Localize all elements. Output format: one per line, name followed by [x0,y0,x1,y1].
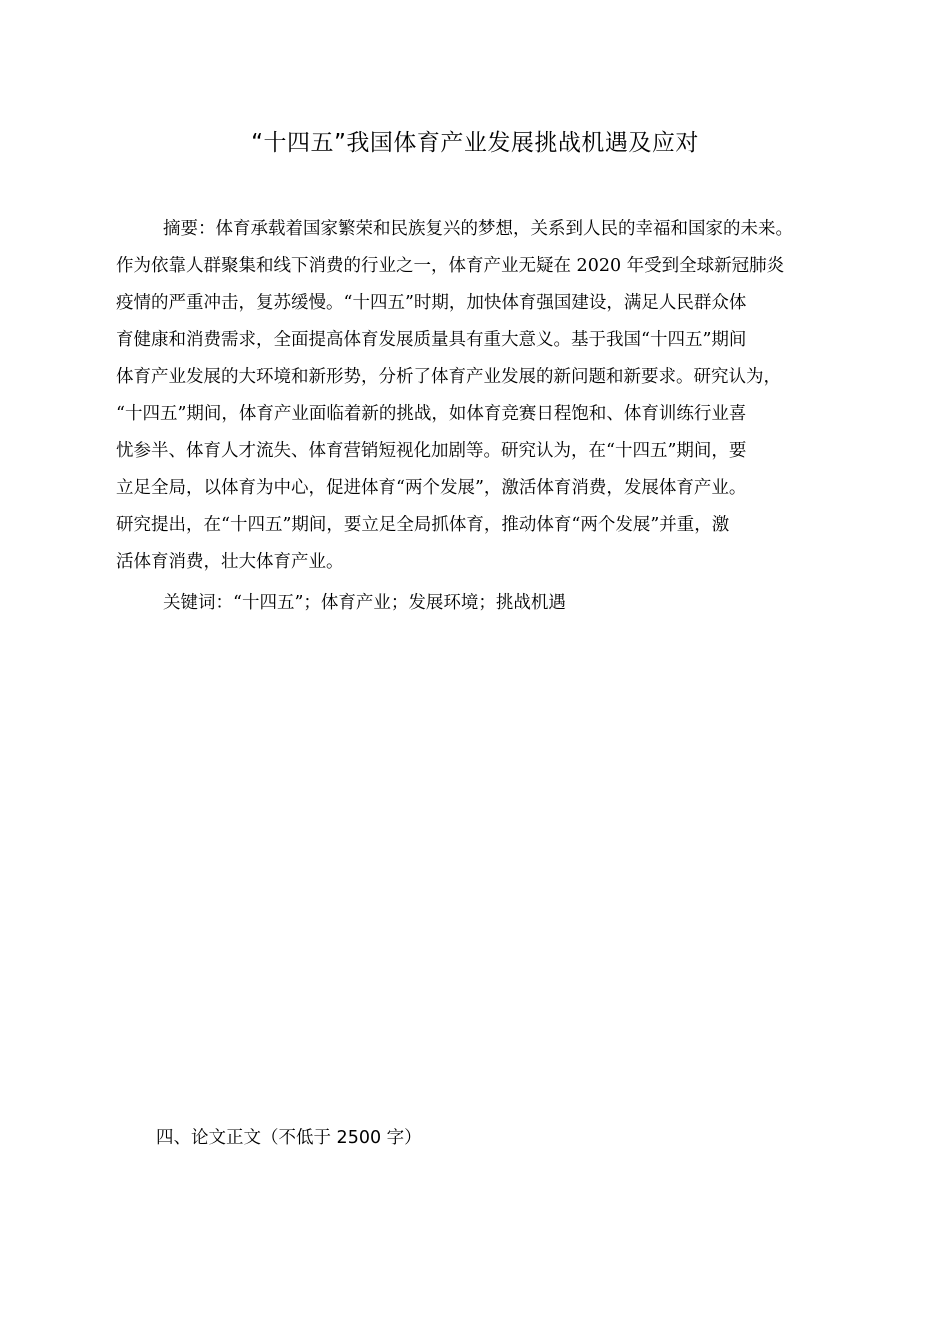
abstract-line: 活体育消费，壮大体育产业。 [116,552,344,572]
section-heading: 四、论文正文（不低于 2500 字） [156,1128,422,1148]
abstract-line: “十四五”期间，体育产业面临着新的挑战，如体育竞赛日程饱和、体育训练行业喜 [116,404,747,424]
abstract-line: 疫情的严重冲击，复苏缓慢。“十四五”时期，加快体育强国建设，满足人民群众体 [116,293,747,313]
keywords-line: 关键词：“十四五”；体育产业；发展环境；挑战机遇 [163,593,566,613]
abstract-line: 作为依靠人群聚集和线下消费的行业之一，体育产业无疑在 2020 年受到全球新冠肺炎 [116,256,785,276]
abstract-line: 摘要：体育承载着国家繁荣和民族复兴的梦想，关系到人民的幸福和国家的未来。 [163,219,793,239]
abstract-line: 体育产业发展的大环境和新形势，分析了体育产业发展的新问题和新要求。研究认为， [116,367,781,387]
abstract-line: 立足全局，以体育为中心，促进体育“两个发展”，激活体育消费，发展体育产业。 [116,478,747,498]
abstract-line: 研究提出，在“十四五”期间，要立足全局抓体育，推动体育“两个发展”并重，激 [116,515,730,535]
abstract-line: 育健康和消费需求，全面提高体育发展质量具有重大意义。基于我国“十四五”期间 [116,330,747,350]
document-title: “十四五”我国体育产业发展挑战机遇及应对 [251,130,699,156]
abstract-line: 忧参半、体育人才流失、体育营销短视化加剧等。研究认为，在“十四五”期间，要 [116,441,747,461]
abstract-paragraph [116,211,846,581]
